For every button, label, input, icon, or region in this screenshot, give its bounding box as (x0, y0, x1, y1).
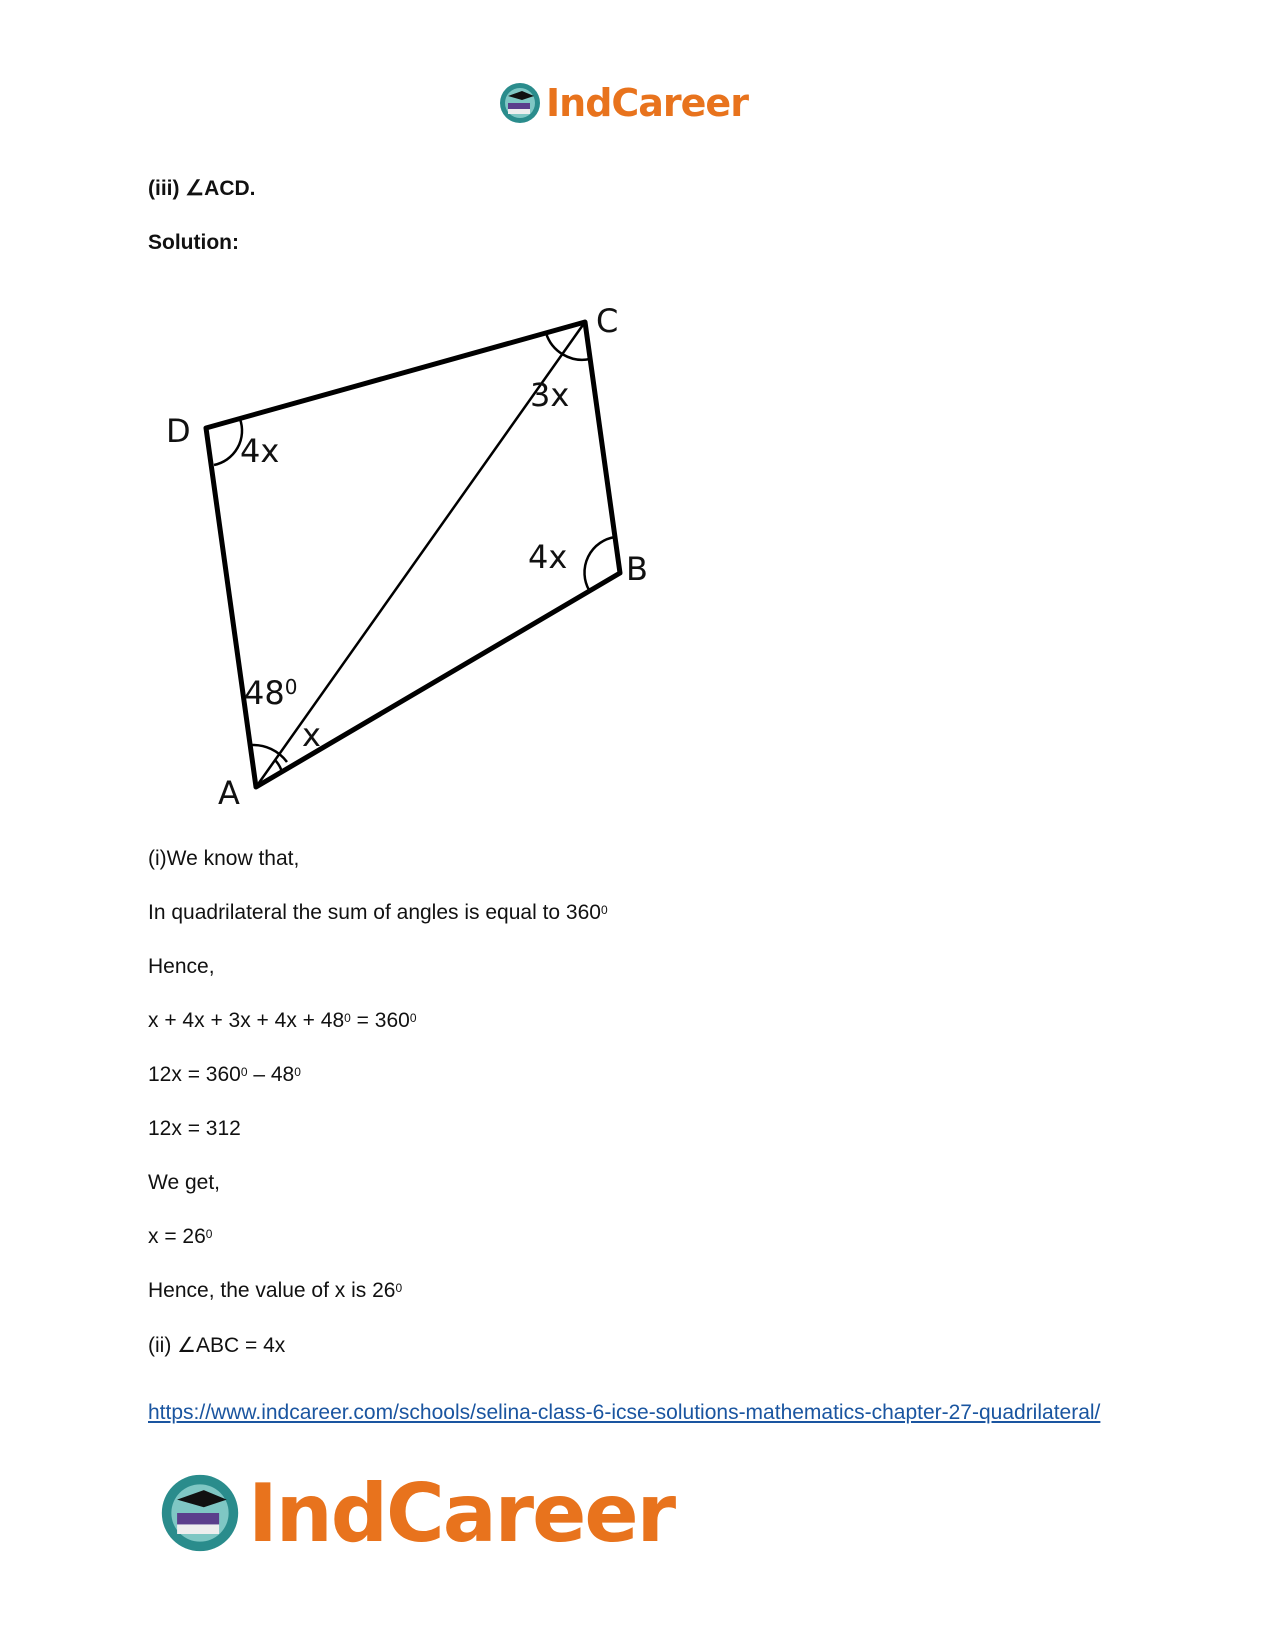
angle-label-a-lower: x (302, 716, 321, 754)
line-12x-subtract: $12x = 360^0 - 48^0$ (148, 1063, 301, 1086)
angle-label-b: 4x (528, 538, 568, 576)
line-x-value: $x = 26^0$ (148, 1225, 213, 1248)
vertex-label-d: D (166, 412, 191, 450)
footer-logo-text: IndCareer (248, 1466, 675, 1560)
book-graduate-icon (158, 1471, 242, 1555)
line-angle-abc: (ii) ∠ABC = 4x (148, 1334, 286, 1357)
line-sum-angles: In quadrilateral the sum of angles is equal to $360^0$ (148, 901, 608, 924)
line-we-get: We get, (148, 1171, 220, 1194)
vertex-label-b: B (626, 550, 648, 588)
angle-label-d: 4x (240, 432, 280, 470)
footer-logo (158, 1468, 674, 1558)
header-logo (498, 80, 748, 126)
question-heading (148, 176, 256, 202)
angle-name: ACD. (204, 177, 256, 200)
part-label: (iii) (148, 177, 180, 200)
vertex-label-a: A (218, 774, 240, 810)
arc-angle-a-lower (275, 760, 282, 772)
quadrilateral-figure (148, 290, 668, 810)
line-hence-1: Hence, (148, 955, 215, 978)
angle-label-c: 3x (530, 376, 570, 414)
arc-angle-a-upper (251, 745, 287, 762)
angle-symbol: ∠ (185, 177, 205, 200)
book-graduate-icon (498, 81, 542, 125)
angle-label-a-upper: $48^0$ (244, 674, 298, 712)
vertex-label-c: C (596, 302, 619, 340)
header-logo-text: IndCareer (546, 81, 748, 125)
line-equation: $x + 4x + 3x + 4x + 48^0 = 360^0$ (148, 1009, 417, 1032)
line-12x-result: 12x = 312 (148, 1117, 241, 1140)
line-we-know: (i)We know that, (148, 847, 300, 870)
line-hence-value: Hence, the value of x is $26^0$ (148, 1279, 403, 1302)
solution-label: Solution: (148, 231, 239, 254)
source-link[interactable]: https://www.indcareer.com/schools/selina-class-6-icse-solutions-mathematics-chapter-27-quadrilateral/ (148, 1401, 1101, 1424)
